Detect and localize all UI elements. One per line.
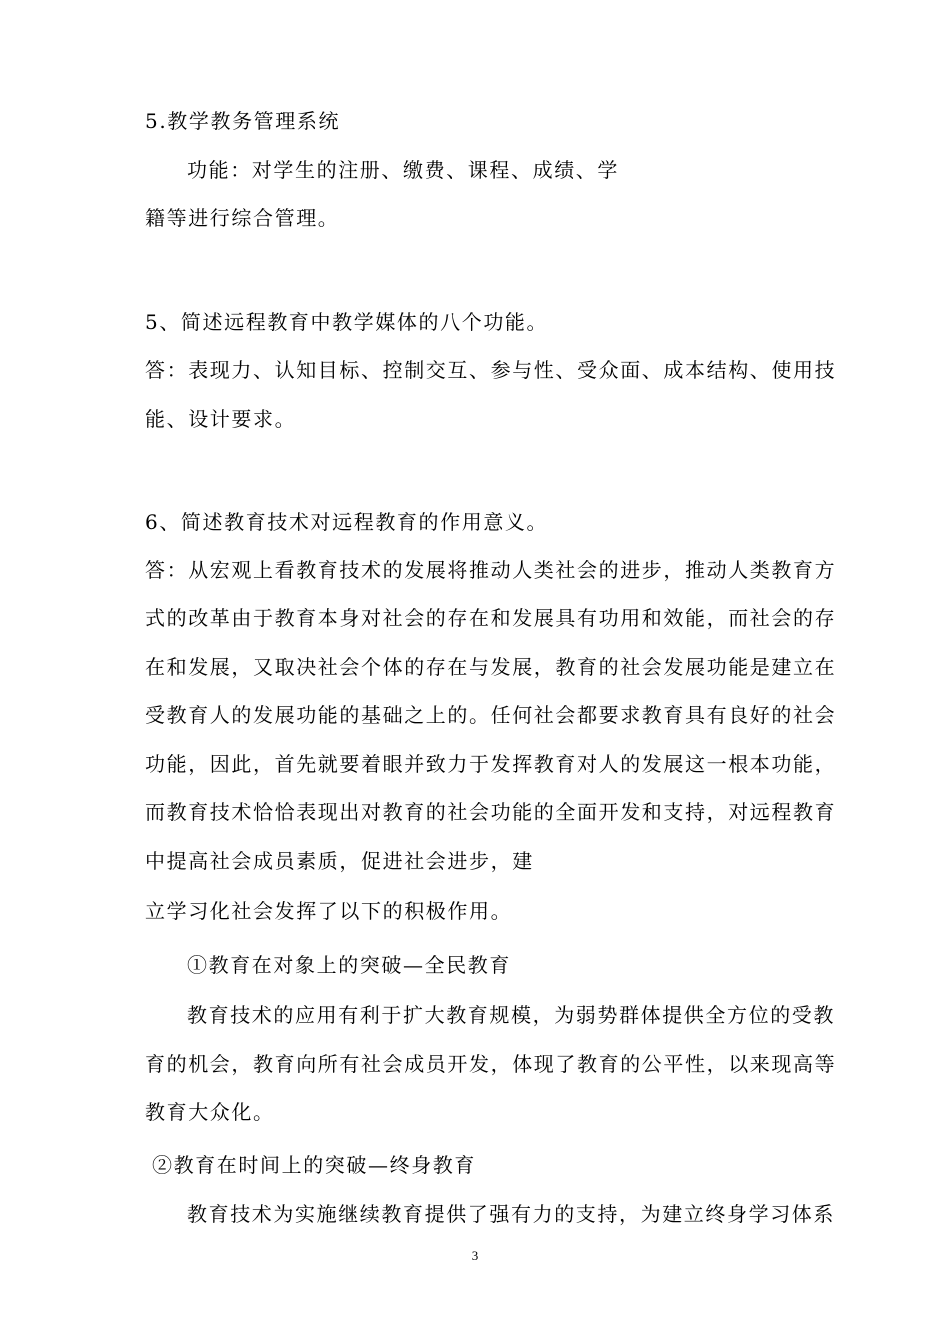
answer-line: 功能，因此，首先就要着眼并致力于发挥教育对人的发展这一根本功能， xyxy=(145,752,837,776)
answer-line: 而教育技术恰恰表现出对教育的社会功能的全面开发和支持，对远程教育 xyxy=(145,800,837,824)
paragraph-line: 教育大众化。 xyxy=(145,1100,275,1124)
answer-line: 受教育人的发展功能的基础之上的。任何社会都要求教育具有良好的社会 xyxy=(145,703,837,727)
answer-line: 式的改革由于教育本身对社会的存在和发展具有功用和效能，而社会的存 xyxy=(145,606,837,630)
answer-line: 中提高社会成员素质，促进社会进步，建 xyxy=(145,849,534,873)
question-heading: 5、简述远程教育中教学媒体的八个功能。 xyxy=(145,310,549,334)
paragraph-line: 育的机会，教育向所有社会成员开发，体现了教育的公平性，以来现高等 xyxy=(145,1052,837,1076)
paragraph-line: 教育技术的应用有利于扩大教育规模，为弱势群体提供全方位的受教 xyxy=(187,1003,835,1027)
subsection-heading: ②教育在时间上的突破—终身教育 xyxy=(152,1153,476,1177)
answer-line: 答：表现力、认知目标、控制交互、参与性、受众面、成本结构、使用技 xyxy=(145,358,837,382)
answer-line: 立学习化社会发挥了以下的积极作用。 xyxy=(145,899,513,923)
section-heading: 5.教学教务管理系统 xyxy=(145,109,341,133)
answer-line: 能、设计要求。 xyxy=(145,407,297,431)
question-heading: 6、简述教育技术对远程教育的作用意义。 xyxy=(145,510,549,534)
page-number: 3 xyxy=(471,1248,479,1263)
paragraph-line: 功能：对学生的注册、缴费、课程、成绩、学 xyxy=(187,158,619,182)
paragraph-line: 籍等进行综合管理。 xyxy=(145,206,340,230)
paragraph-line: 教育技术为实施继续教育提供了强有力的支持，为建立终身学习体系 xyxy=(187,1202,835,1226)
answer-line: 在和发展，又取决社会个体的存在与发展，教育的社会发展功能是建立在 xyxy=(145,655,837,679)
subsection-heading: ①教育在对象上的突破—全民教育 xyxy=(187,953,511,977)
answer-line: 答：从宏观上看教育技术的发展将推动人类社会的进步，推动人类教育方 xyxy=(145,558,837,582)
